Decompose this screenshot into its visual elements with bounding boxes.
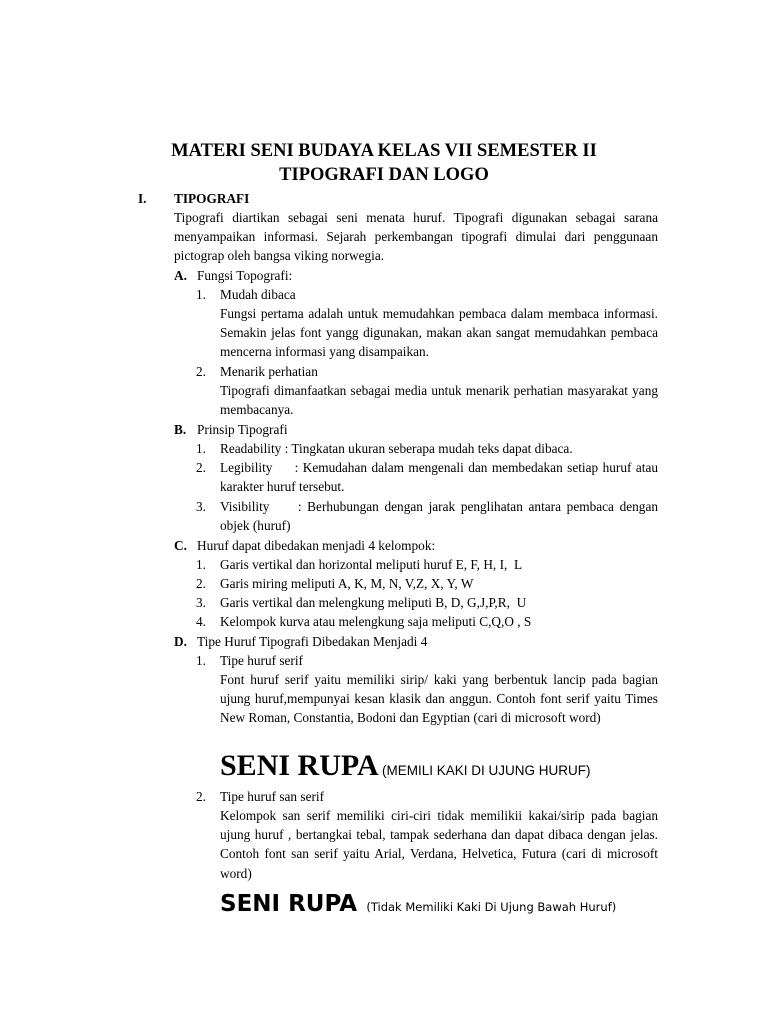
subsection-a-heading: Fungsi Topografi: [197, 268, 293, 283]
list-item-title: Tipe huruf san serif [220, 789, 325, 804]
list-number: 2. [196, 576, 206, 591]
sans-serif-sample-text: SENI RUPA [220, 891, 358, 917]
document-title: MATERI SENI BUDAYA KELAS VII SEMESTER II [171, 141, 597, 161]
sans-serif-sample [220, 886, 616, 925]
list-item-title: Mudah dibaca [220, 287, 296, 302]
list-number: 3. [196, 499, 206, 514]
list-item-text: Readability : Tingkatan ukuran seberapa mudah teks dapat dibaca. [220, 441, 573, 456]
list-number: 2. [196, 789, 206, 804]
list-item-text: Kelompok kurva atau melengkung saja meliputi C,Q,O , S [220, 614, 532, 629]
list-item-title: Menarik perhatian [220, 364, 318, 379]
document-subtitle: TIPOGRAFI DAN LOGO [279, 165, 489, 185]
list-number: 1. [196, 441, 206, 456]
list-item-body: Tipografi dimanfaatkan sebagai media untuk menarik perhatian masyarakat yang membacanya. [220, 383, 658, 418]
list-item-text: Legibility : Kemudahan dalam mengenali dan membedakan setiap huruf atau karakter huruf tersebut. [220, 460, 662, 495]
list-item-text: Garis vertikal dan melengkung meliputi B, D, G,J,P,R, U [220, 595, 527, 610]
subsection-b-heading: Prinsip Tipografi [197, 422, 288, 437]
subsection-a-letter: A. [174, 268, 187, 283]
subsection-c-heading: Huruf dapat dibedakan menjadi 4 kelompok: [197, 538, 436, 553]
subsection-c-letter: C. [174, 538, 187, 553]
subsection-b-letter: B. [174, 422, 187, 437]
serif-sample [220, 746, 590, 791]
list-number: 1. [196, 653, 206, 668]
serif-sample-caption: (MEMILI KAKI DI UJUNG HURUF) [381, 763, 591, 778]
section-number: I. [138, 191, 147, 206]
list-item-title: Tipe huruf serif [220, 653, 303, 668]
list-number: 2. [196, 460, 206, 475]
list-item-text: Visibility : Berhubungan dengan jarak penglihatan antara pembaca dengan objek (huruf) [220, 499, 662, 534]
list-number: 1. [196, 287, 206, 302]
serif-sample-text: SENI RUPA [220, 749, 379, 782]
list-item-body: Fungsi pertama adalah untuk memudahkan pembaca dalam membaca informasi. Semakin jelas font yangg digunakan, makan akan sangat memudahkan pembaca mencerna informasi yang disampaikan. [220, 306, 658, 360]
list-number: 2. [196, 364, 206, 379]
subsection-d-letter: D. [174, 634, 187, 649]
section-heading: TIPOGRAFI [174, 191, 250, 206]
section-intro: Tipografi diartikan sebagai seni menata huruf. Tipografi digunakan sebagai sarana menyampaikan informasi. Sejarah perkembangan tipografi dimulai dari penggunaan pictograp oleh bangsa viking norwegia. [174, 210, 658, 264]
list-number: 1. [196, 557, 206, 572]
subsection-d-heading: Tipe Huruf Tipografi Dibedakan Menjadi 4 [197, 634, 428, 649]
sans-serif-sample-caption: (Tidak Memiliki Kaki Di Ujung Bawah Huruf) [366, 900, 617, 914]
list-item-body: Font huruf serif yaitu memiliki sirip/ kaki yang berbentuk lancip pada bagian ujung huruf,mempunyai kesan klasik dan anggun. Contoh font serif yaitu Times New Roman, Constantia, Bodoni dan Egyptian (cari di microsoft word) [220, 672, 658, 726]
list-number: 4. [196, 614, 206, 629]
list-item-body: Kelompok san serif memiliki ciri-ciri tidak memilikii kakai/sirip pada bagian ujung huruf , bertangkai tebal, tampak sederhana dan dapat dibaca dengan jelas. Contoh font san serif yaitu Arial, Verdana, Helvetica, Futura (cari di microsoft word) [220, 808, 658, 881]
list-number: 3. [196, 595, 206, 610]
list-item-text: Garis vertikal dan horizontal meliputi huruf E, F, H, I, L [220, 557, 523, 572]
list-item-text: Garis miring meliputi A, K, M, N, V,Z, X, Y, W [220, 576, 474, 591]
